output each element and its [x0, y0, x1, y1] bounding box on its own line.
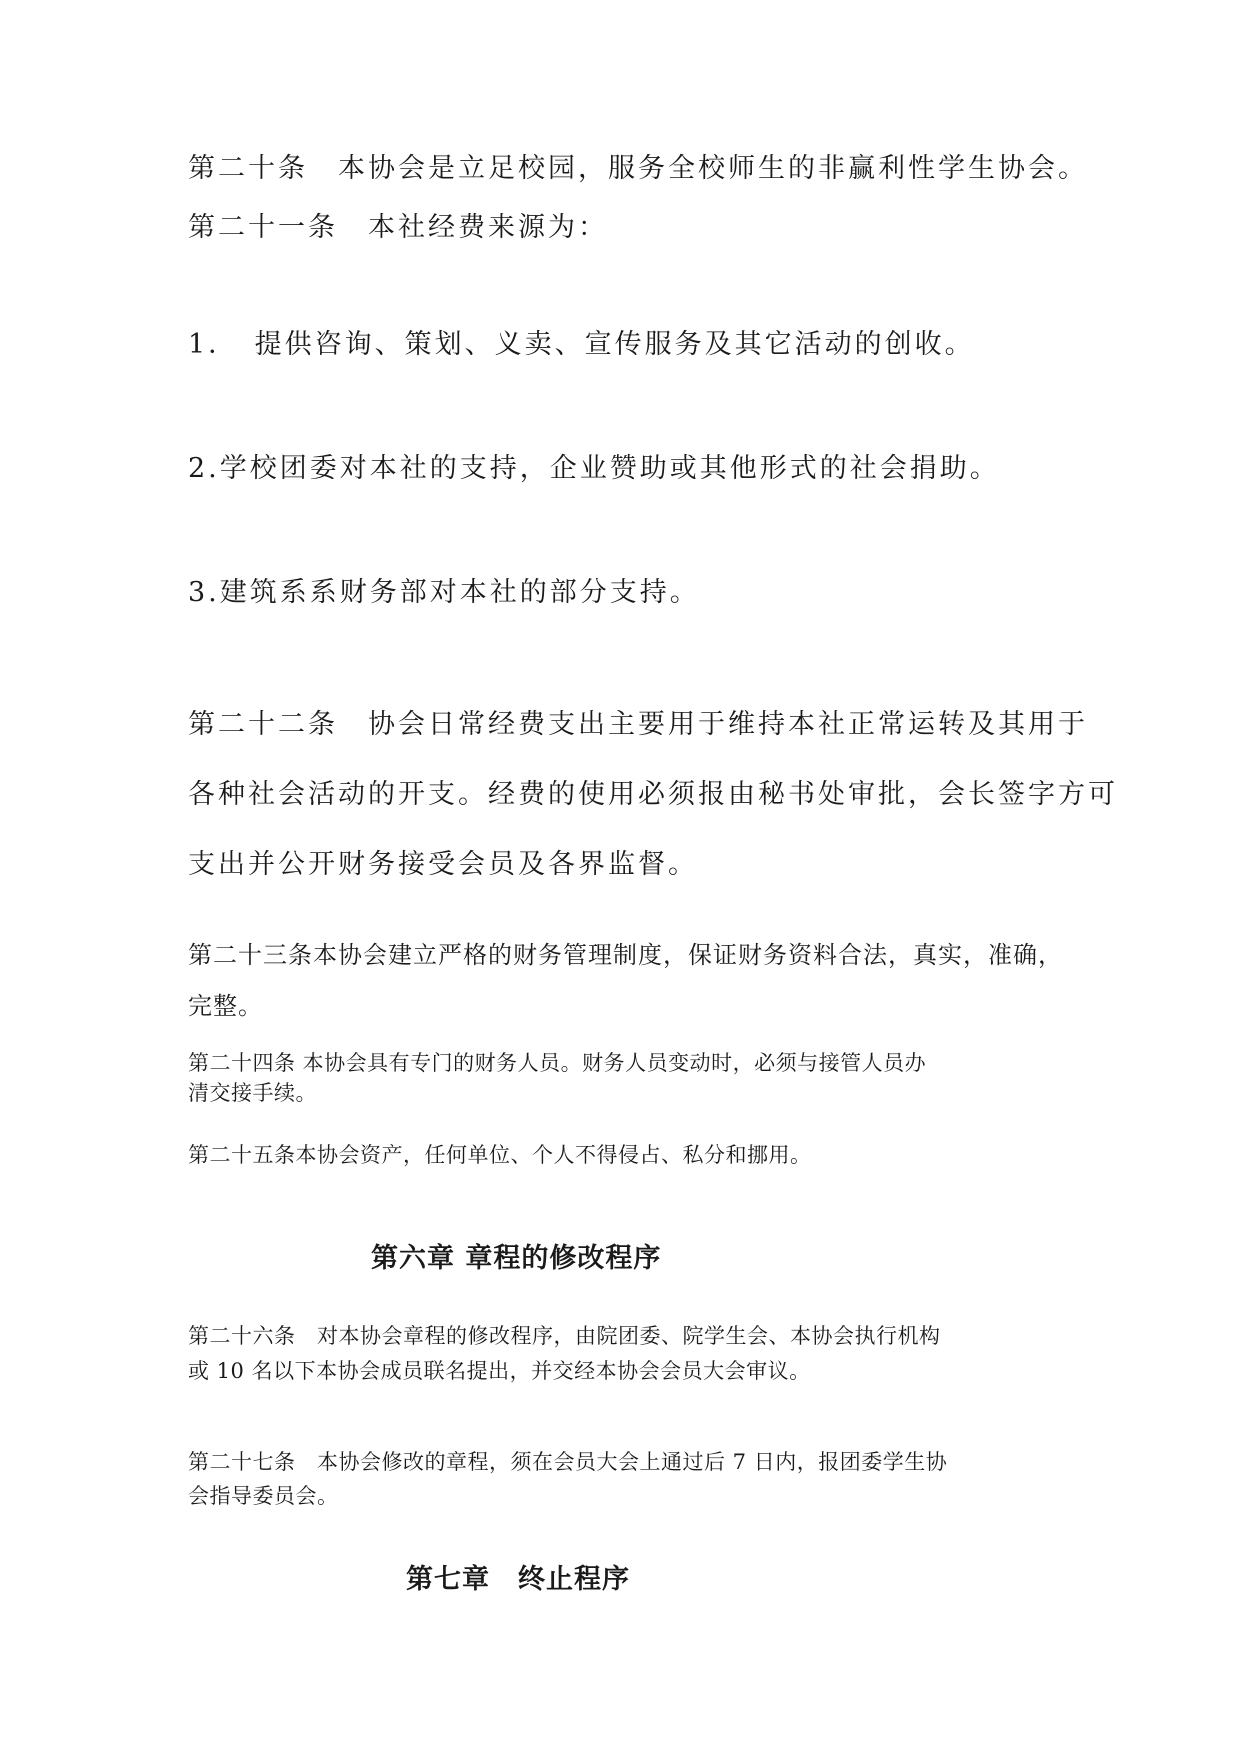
chapter-7-heading: 第七章 终止程序 [406, 1564, 630, 1595]
article-24-line-2: 清交接手续。 [188, 1081, 317, 1105]
article-22-line-3: 支出并公开财务接受会员及各界监督。 [188, 849, 698, 880]
article-26-line-2: 或 10 名以下本协会成员联名提出，并交经本协会会员大会审议。 [188, 1359, 811, 1383]
article-27-line-1: 第二十七条 本协会修改的章程，须在会员大会上通过后 7 日内，报团委学生协 [188, 1450, 948, 1474]
article-27-line-2: 会指导委员会。 [188, 1484, 339, 1508]
article-20: 第二十条 本协会是立足校园，服务全校师生的非赢利性学生协会。 [188, 153, 1088, 184]
article-23-line-1: 第二十三条本协会建立严格的财务管理制度，保证财务资料合法，真实，准确， [188, 941, 1063, 969]
article-21: 第二十一条 本社经费来源为： [188, 212, 608, 243]
article-22-line-1: 第二十二条 协会日常经费支出主要用于维持本社正常运转及其用于 [188, 709, 1088, 740]
article-22-line-2: 各种社会活动的开支。经费的使用必须报由秘书处审批，会长签字方可 [188, 779, 1118, 810]
article-26-line-1: 第二十六条 对本协会章程的修改程序，由院团委、院学生会、本协会执行机构 [188, 1324, 941, 1348]
article-21-item-3: 3.建筑系系财务部对本社的部分支持。 [188, 577, 700, 608]
article-24-line-1: 第二十四条 本协会具有专门的财务人员。财务人员变动时，必须与接管人员办 [188, 1051, 927, 1075]
article-21-item-2: 2.学校团委对本社的支持，企业赞助或其他形式的社会捐助。 [188, 453, 1000, 484]
article-23-line-2: 完整。 [188, 992, 263, 1020]
article-25: 第二十五条本协会资产，任何单位、个人不得侵占、私分和挪用。 [188, 1143, 812, 1167]
article-21-item-1: 1． 提供咨询、策划、义卖、宣传服务及其它活动的创收。 [188, 329, 975, 360]
chapter-6-heading: 第六章 章程的修改程序 [371, 1243, 662, 1274]
